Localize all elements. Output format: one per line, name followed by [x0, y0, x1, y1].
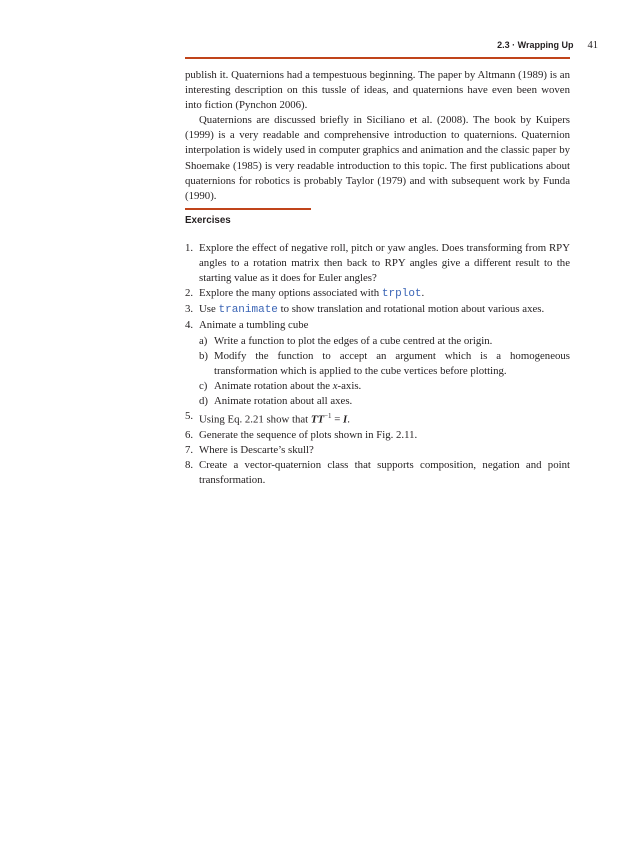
exercise-item	[185, 241, 570, 286]
exercises-heading: Exercises	[185, 215, 231, 226]
running-header	[497, 40, 598, 51]
exercise-item	[185, 302, 570, 318]
exercise-item	[185, 286, 570, 302]
exercise-number: 5.	[185, 410, 194, 423]
exercise-number: 6.	[185, 428, 194, 441]
code-tranimate: tranimate	[218, 304, 278, 317]
exercise-text-end: .	[421, 287, 425, 300]
subitem-text: Animate rotation about all axes.	[214, 394, 353, 407]
subitem-label: c)	[199, 379, 208, 392]
exercise-subitem	[185, 334, 570, 349]
paragraph: Quaternions are discussed briefly in Siciliano et al. (2008). The book by Kuipers (1999) is a very readable and comprehensive introduction to quaternions. Quaternion interpolation is widely used in computer graphics and animation and the classic paper by Shoemake (1985) is very readable introduction to this topic. The first publications about quaternions for robotics is probably Taylor (1979) and with subsequent work by Funda (1990).	[185, 114, 570, 202]
exercise-text: Explore the many options associated with	[199, 287, 382, 300]
paragraph: publish it. Quaternions had a tempestuous beginning. The paper by Altmann (1989) is an interesting description on this tussle of ideas, and quaternions have even been woven into fiction (Pynchon 2006).	[185, 69, 570, 112]
exercise-text: Explore the effect of negative roll, pitch or yaw angles. Does transforming from RPY angles to a rotation matrix then back to RPY angles give a different result to the starting value as it does for Euler angles?	[199, 242, 570, 285]
exercise-text-end: .	[347, 413, 350, 426]
subitem-text: Write a function to plot the edges of a cube centred at the origin.	[214, 334, 493, 347]
exercise-list	[185, 241, 570, 488]
exercise-item	[185, 409, 570, 428]
variable-x: x	[332, 379, 338, 392]
exercise-number: 7.	[185, 443, 194, 456]
math-exponent: −1	[324, 412, 332, 421]
exercise-text: Animate a tumbling cube	[199, 319, 309, 332]
exercise-item	[185, 458, 570, 488]
exercise-number: 8.	[185, 458, 194, 471]
math-identity: I	[343, 413, 348, 426]
exercise-text: Using Eq. 2.21 show that	[199, 413, 311, 426]
subitem-label: d)	[199, 394, 208, 407]
math-equals: =	[331, 413, 344, 426]
main-text	[185, 68, 570, 204]
code-trplot: trplot	[381, 288, 422, 301]
subitem-text: Animate rotation about the	[214, 379, 333, 392]
exercise-subitem	[185, 394, 570, 409]
subitem-label: a)	[199, 334, 208, 347]
exercise-text-end: to show translation and rotational motion about various axes.	[277, 303, 545, 316]
exercise-text: Where is Descarte’s skull?	[199, 443, 314, 456]
exercise-number: 4.	[185, 319, 194, 332]
exercise-item	[185, 318, 570, 333]
page-number: 41	[587, 40, 598, 51]
header-rule	[185, 57, 570, 59]
math-tt: TT	[310, 413, 325, 426]
exercise-text: Generate the sequence of plots shown in Fig. 2.11.	[199, 428, 418, 441]
exercises-rule	[185, 208, 311, 210]
exercise-number: 3.	[185, 303, 194, 316]
exercise-text: Use	[199, 303, 219, 316]
subitem-text: Modify the function to accept an argument which is a homogeneous transformation which is applied to the cube vertices before plotting.	[214, 349, 570, 377]
subitem-label: b)	[199, 349, 208, 362]
subitem-text-end: -axis.	[337, 379, 362, 392]
exercise-text: Create a vector-quaternion class that supports composition, negation and point transformation.	[199, 458, 570, 486]
exercise-item	[185, 428, 570, 443]
section-title: 2.3 · Wrapping Up	[497, 40, 574, 50]
exercise-number: 1.	[185, 242, 194, 254]
exercise-number: 2.	[185, 287, 194, 300]
exercise-item	[185, 443, 570, 458]
exercise-subitem	[185, 349, 570, 379]
exercise-subitem	[185, 379, 570, 394]
